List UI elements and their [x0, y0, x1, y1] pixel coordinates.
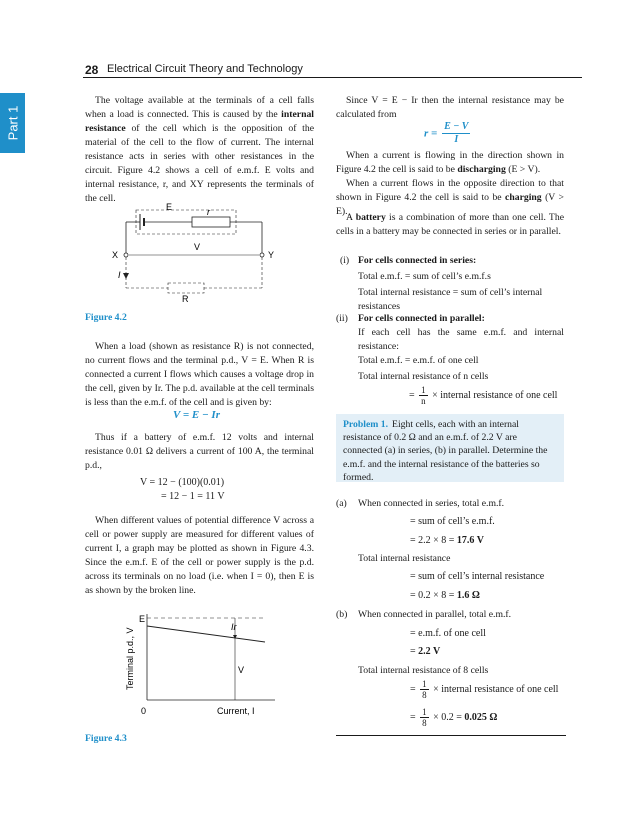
item-ii-title: For cells connected in parallel:: [358, 313, 485, 324]
fig42-I-label: I: [118, 270, 121, 280]
problem-1-box: [336, 414, 564, 482]
bottom-rule: [336, 735, 566, 736]
right-para-1: Since V = E − Ir then the internal resistance may be calculated from: [336, 95, 564, 120]
header-rule: [83, 77, 582, 78]
item-ii-line-1: If each cell has the same e.m.f. and internal resistance:: [358, 327, 564, 352]
fig42-X-label: X: [112, 250, 119, 260]
part-b-eq-3: = $\frac{1}{8}$ × internal resistance of one cell: [410, 679, 559, 700]
part-a-eq-2: = 2.2 × 8 = 17.6 V: [410, 535, 484, 546]
part-b-text: When connected in parallel, total e.m.f.: [358, 609, 512, 620]
part-b-eq-1: = e.m.f. of one cell: [410, 628, 486, 639]
problem-1-text: Eight cells, each with an internal resistance of 0.2 Ω and an e.m.f. of 2.2 V are connected (a) in series, (b) in parallel. Determine the e.m.f. and the internal resistance of the batteries so formed.: [343, 419, 548, 483]
fig42-r-label: r: [207, 207, 210, 217]
part-a-eq-3: = sum of cell’s internal resistance: [410, 571, 545, 582]
fig43-ylabel: Terminal p.d., V: [125, 627, 135, 690]
right-para-3: When a current flows in the opposite direction to that shown in Figure 4.2 the cell is said to be charging (V > E).: [336, 178, 564, 217]
figure-4-3-caption: Figure 4.3: [85, 733, 127, 744]
fig43-origin: 0: [141, 706, 147, 716]
part-a-eq-4: = 0.2 × 8 = 1.6 Ω: [410, 590, 480, 601]
problem-1-label: Problem 1.: [343, 419, 389, 430]
calc-line-1: V = 12 − (100)(0.01): [140, 477, 225, 488]
part-a-marker: (a): [336, 498, 347, 509]
left-para-2: When a load (shown as resistance R) is not connected, no current flows and the terminal p.d., V = E. When R is connected a current I flows which causes a voltage drop in the cell, given by Ir. The p.d. available at the cell terminals is less than the e.m.f. of the cell and is given by:: [85, 341, 314, 408]
figure-4-2-caption: Figure 4.2: [85, 312, 127, 323]
part-a-text: When connected in series, total e.m.f.: [358, 498, 505, 509]
figure-4-2-circuit: [110, 200, 290, 305]
right-para-2: When a current is flowing in the direction shown in Figure 4.2 the cell is said to be discharging (E > V).: [336, 150, 564, 175]
internal-resistance-equation: r = $\frac{E - V}{I}$: [424, 121, 469, 145]
item-ii-equation: = $\frac{1}{n}$ × internal resistance of one cell: [409, 385, 558, 406]
left-para-1: The voltage available at the terminals of a cell falls when a load is connected. This is caused by the internal resistance of the cell which is the opposition of the material of the cell to the flow of current. The internal resistance acts in series with other resistances in the circuit. Figure 4.2 shows a cell of e.m.f. E volts and internal resistance, r, and XY represents the terminals of the cell.: [85, 95, 314, 204]
part-b-eq-4: = $\frac{1}{8}$ × 0.2 = 0.025 Ω: [410, 707, 498, 728]
item-i-line-2: Total internal resistance = sum of cell’s internal resistances: [358, 287, 543, 312]
item-ii-line-3: Total internal resistance of n cells: [358, 371, 489, 382]
item-ii-marker: (ii): [336, 313, 348, 324]
part-tab-label: Part 1: [5, 105, 20, 141]
right-para-4: A battery is a combination of more than one cell. The cells in a battery may be connected in series or in parallel.: [336, 212, 564, 237]
item-ii-line-2: Total e.m.f. = e.m.f. of one cell: [358, 355, 479, 366]
left-para-3: Thus if a battery of e.m.f. 12 volts and internal resistance 0.01 Ω delivers a current of 100 A, the terminal p.d.,: [85, 432, 314, 471]
part-b-eq-2: = 2.2 V: [410, 646, 441, 657]
book-title: Electrical Circuit Theory and Technology: [107, 63, 303, 75]
fig43-E-label: E: [139, 614, 146, 624]
fig43-V-label: V: [238, 665, 245, 675]
item-i-line-1: Total e.m.f. = sum of cell’s e.m.f.s: [358, 271, 491, 282]
part-a-text-2: Total internal resistance: [358, 553, 451, 564]
fig42-R-label: R: [182, 294, 189, 304]
figure-4-3-graph: [115, 608, 285, 728]
fig42-Y-label: Y: [268, 250, 275, 260]
part-tab: [0, 93, 25, 153]
part-b-marker: (b): [336, 609, 348, 620]
main-equation: V = E − Ir: [173, 409, 220, 421]
calc-line-2: = 12 − 1 = 11 V: [161, 491, 225, 502]
fig42-V-label: V: [194, 242, 201, 252]
fig43-Ir-label: Ir: [231, 622, 237, 632]
fig42-E-label: E: [166, 202, 173, 212]
item-i-title: For cells connected in series:: [358, 255, 477, 266]
item-i-marker: (i): [340, 255, 350, 266]
left-para-4: When different values of potential difference V across a cell or power supply are measured for different values of current I, a graph may be plotted as shown in Figure 4.3. Since the e.m.f. E of the cell or power supply is the p.d. across its terminals on no load (i.e. when I = 0), then E is as shown by the broken line.: [85, 515, 314, 596]
fig43-terminal-line: [147, 626, 265, 642]
fig43-xlabel: Current, I: [217, 706, 255, 716]
page-number: 28: [85, 63, 99, 77]
part-a-eq-1: = sum of cell’s e.m.f.: [410, 516, 495, 527]
part-b-text-2: Total internal resistance of 8 cells: [358, 665, 489, 676]
